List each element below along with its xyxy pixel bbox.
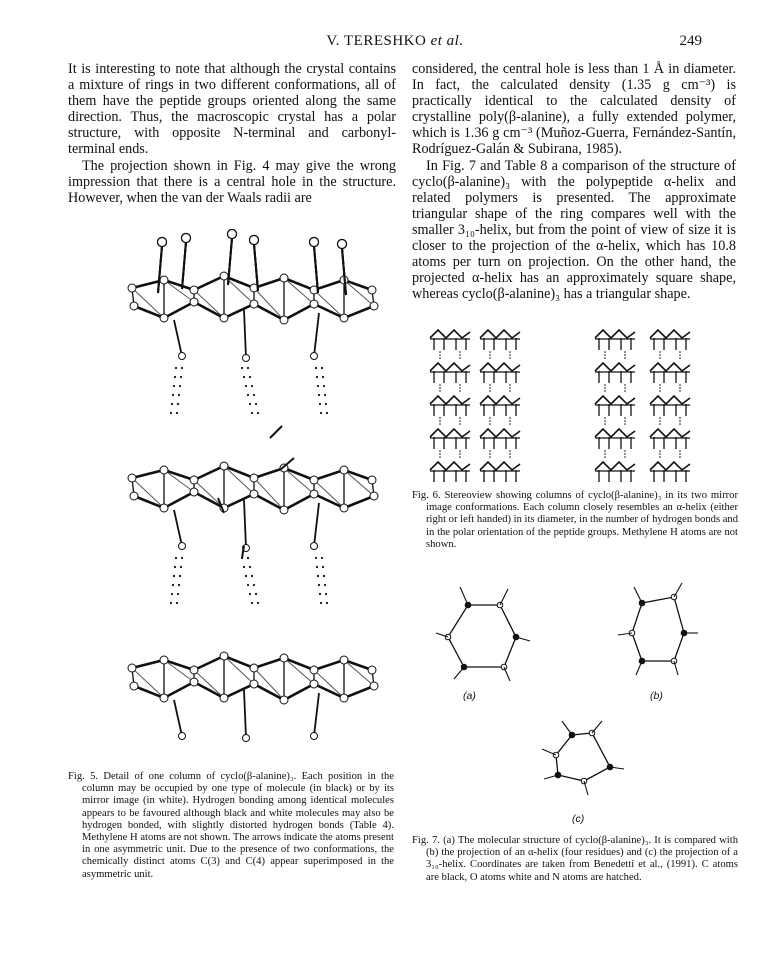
figure-7c-label: (c): [572, 813, 585, 825]
figure-7a-structure: [436, 587, 530, 681]
paragraph: It is interesting to note that although the crystal contains a mixture of rings in two different conformations, all of them have the peptide groups oriented along the same direction. Thus, the macroscopic crystal has a polar structure, with opposite N-terminal and carbonyl-terminal ends.: [68, 61, 396, 158]
stereo-column: [650, 330, 690, 482]
stereo-column: [480, 330, 520, 482]
page-number: 249: [679, 33, 702, 49]
paragraph: In Fig. 7 and Table 8 a comparison of the structure of cyclo(β-alanine)₃ with the polypeptide α-helix and related polymers is presented. The approximate triangular shape of the ring compares well with the smaller 3₁₀-helix, but from the point of view of size it is closer to the projection of the α-helix, which has 10.8 atoms per turn on projection. On the other hand, the projected α-helix has an approximately square shape, whereas cyclo(β-alanine)₃ has a triangular shape.: [412, 157, 736, 303]
figure-6-caption: Fig. 6. Stereoview showing columns of cyclo(β-alanine)₃ in its two mirror image conformations. Each column closely resembles an α-helix (either right or left handed) in its diameter, in the number of hydrogen bonds and in the polar orientation of the peptide groups. Methylene H atoms are not shown.: [412, 490, 739, 550]
figure-7b-structure: [618, 583, 698, 675]
molecule-layer: [128, 230, 378, 415]
arrow-icon: [270, 426, 282, 438]
running-title: V. TERESHKO et al.: [326, 33, 464, 49]
figure-7-caption: Fig. 7. (a) The molecular structure of cyclo(β-alanine)₃. It is compared with (b) the projection of an α-helix (four residues) and (c) the projection of a 3₁₀-helix. Coordinates are taken from Benedetti et al., (1991). C atoms are black, O atoms white and N atoms are hatched.: [412, 835, 738, 883]
stereo-column: [430, 330, 470, 482]
stereo-column: [595, 330, 635, 482]
figure-7a-label: (a): [463, 690, 476, 702]
paragraph: considered, the central hole is less than 1 Å in diameter. In fact, the calculated density (1.35 g cm⁻³) is practically identical to the calculated density of crystalline poly(β-alanine), a fully extended polymer, which is 1.36 g cm⁻³ (Muñoz-Guerra, Fernández-Santín, Rodríguez-Galán & Subirana, 1985).: [412, 61, 736, 158]
running-header: [0, 33, 784, 53]
figure-5-caption: Fig. 5. Detail of one column of cyclo(β-alanine)₃. Each position in the column may be occupied by one type of molecule (in black) or by its mirror image (in white). Hydrogen bonding among identical molecules appears to be favoured although black and white molecules may also be hydrogen bonded, with slightly distorted hydrogen bonds (Table 4). Methylene H atoms are not shown. The arrows indicate the atoms present in one asymmetric unit. Due to the presence of two conformations, the chemically distinct atoms C(3) and C(4) appear superimposed in the asymmetric unit.: [68, 771, 394, 880]
left-column-text: [68, 61, 396, 206]
figure-6-drawing: [420, 320, 720, 485]
paragraph: The projection shown in Fig. 4 may give the wrong impression that there is a central hole in the structure. However, when the van der Waals radii are: [68, 157, 396, 206]
figure-7c-structure: [542, 721, 624, 795]
right-column-text: [412, 61, 736, 302]
figure-7b-label: (b): [650, 690, 663, 702]
figure-5-drawing: [124, 228, 392, 760]
figure-7-drawing: [412, 575, 742, 820]
